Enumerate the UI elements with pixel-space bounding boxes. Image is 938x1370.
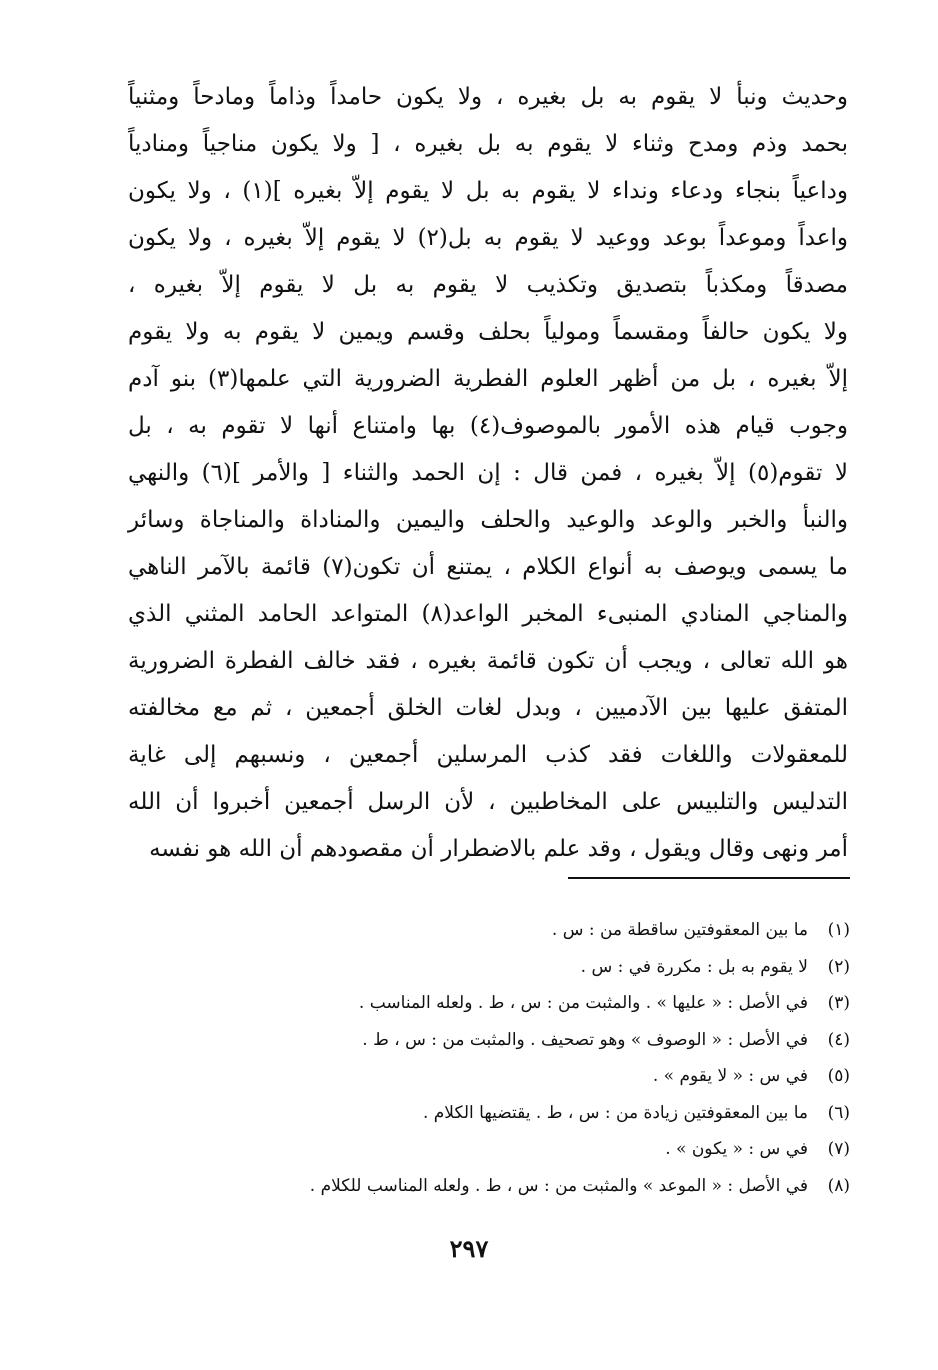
footnote-text: ما بين المعقوفتين زيادة من : س ، ط . يقتضيها الكلام . [422,1102,808,1123]
text-line: لا تقوم(٥) إلاّ بغيره ، فمن قال : إن الحمد والثناء [ والأمر ](٦) والنهي [128,460,848,486]
footnote [160,1022,850,1059]
footnote-text: في الأصل : « الوصوف » وهو تصحيف . والمثبت من : س ، ط . [362,1029,808,1050]
text-line: هو الله تعالى ، ويجب أن تكون قائمة بغيره ، فقد خالف الفطرة الضرورية [128,648,848,674]
text-line: مصدقاً ومكذباً بتصديق وتكذيب لا يقوم به بل لا يقوم إلاّ بغيره ، [128,272,848,298]
footnote-text: في س : « لا يقوم » . [652,1066,808,1086]
text-line: المتفق عليها بين الآدميين ، وبدل لغات الخلق أجمعين ، ثم مع مخالفته [128,695,848,721]
footnote-number: (٢) [827,956,850,977]
footnote [160,985,850,1022]
footnote-number: (٧) [827,1139,850,1159]
text-line: للمعقولات واللغات فقد كذب المرسلين أجمعين ، ونسبهم إلى غاية [128,742,848,768]
text-line: والنبأ والخبر والوعد والوعيد والحلف واليمين والمناداة والمناجاة وسائر [128,507,848,533]
footnote [160,1168,850,1205]
text-line: ولا يكون حالفاً ومقسماً ومولياً بحلف وقسم ويمين لا يقوم به ولا يقوم [128,319,848,345]
footnote-number: (٣) [827,993,850,1013]
text-line: وحديث ونبأ لا يقوم به بل بغيره ، ولا يكون حامداً وذاماً ومادحاً ومثنياً [128,84,848,110]
text-line: التدليس والتلبيس على المخاطبين ، لأن الرسل أجمعين أخبروا أن الله [128,789,848,815]
footnote [160,1095,850,1132]
footnote-text: في الأصل : « عليها » . والمثبت من : س ، ط . ولعله المناسب . [358,993,808,1013]
footnote-number: (٨) [827,1175,850,1196]
footnote [160,949,850,986]
text-line: إلاّ بغيره ، بل من أظهر العلوم الفطرية الضرورية التي علمها(٣) بنو آدم [128,366,848,392]
text-line: أمر ونهى وقال ويقول ، وقد علم بالاضطرار أن مقصودهم أن الله هو نفسه [149,836,848,862]
text-line: بحمد وذم ومدح وثناء لا يقوم به بل بغيره ، [ ولا يكون مناجياً ومنادياً [128,131,848,157]
footnote-separator [568,877,850,879]
footnote [160,1131,850,1168]
footnote-number: (٦) [827,1102,850,1123]
footnote-text: في الأصل : « الموعد » والمثبت من : س ، ط . ولعله المناسب للكلام . [309,1175,808,1196]
footnote-number: (١) [827,920,850,940]
text-line: ما يسمى ويوصف به أنواع الكلام ، يمتنع أن تكون(٧) قائمة بالآمر الناهي [128,554,848,580]
footnote-text: لا يقوم به بل : مكررة في : س . [580,956,808,977]
main-text [128,74,848,873]
text-line: وداعياً بنجاء ودعاء ونداء لا يقوم به بل لا يقوم إلاّ بغيره ](١) ، ولا يكون [128,178,848,204]
footnote-text: ما بين المعقوفتين ساقطة من : س . [551,920,808,940]
footnote-number: (٤) [827,1029,850,1050]
footnote [160,1058,850,1095]
text-line: وجوب قيام هذه الأمور بالموصوف(٤) بها وامتناع أنها لا تقوم به ، بل [128,413,848,439]
footnote-number: (٥) [827,1066,850,1086]
footnote-text: في س : « يكون » . [665,1139,808,1159]
footnotes [160,912,850,1204]
page-number: ٢٩٧ [449,1234,489,1263]
text-line: واعداً وموعداً بوعد ووعيد لا يقوم به بل(٢) لا يقوم إلاّ بغيره ، ولا يكون [128,225,848,251]
footnote [160,912,850,949]
text-line: والمناجي المنادي المنبىء المخبر الواعد(٨) المتواعد الحامد المثني الذي [128,601,848,627]
